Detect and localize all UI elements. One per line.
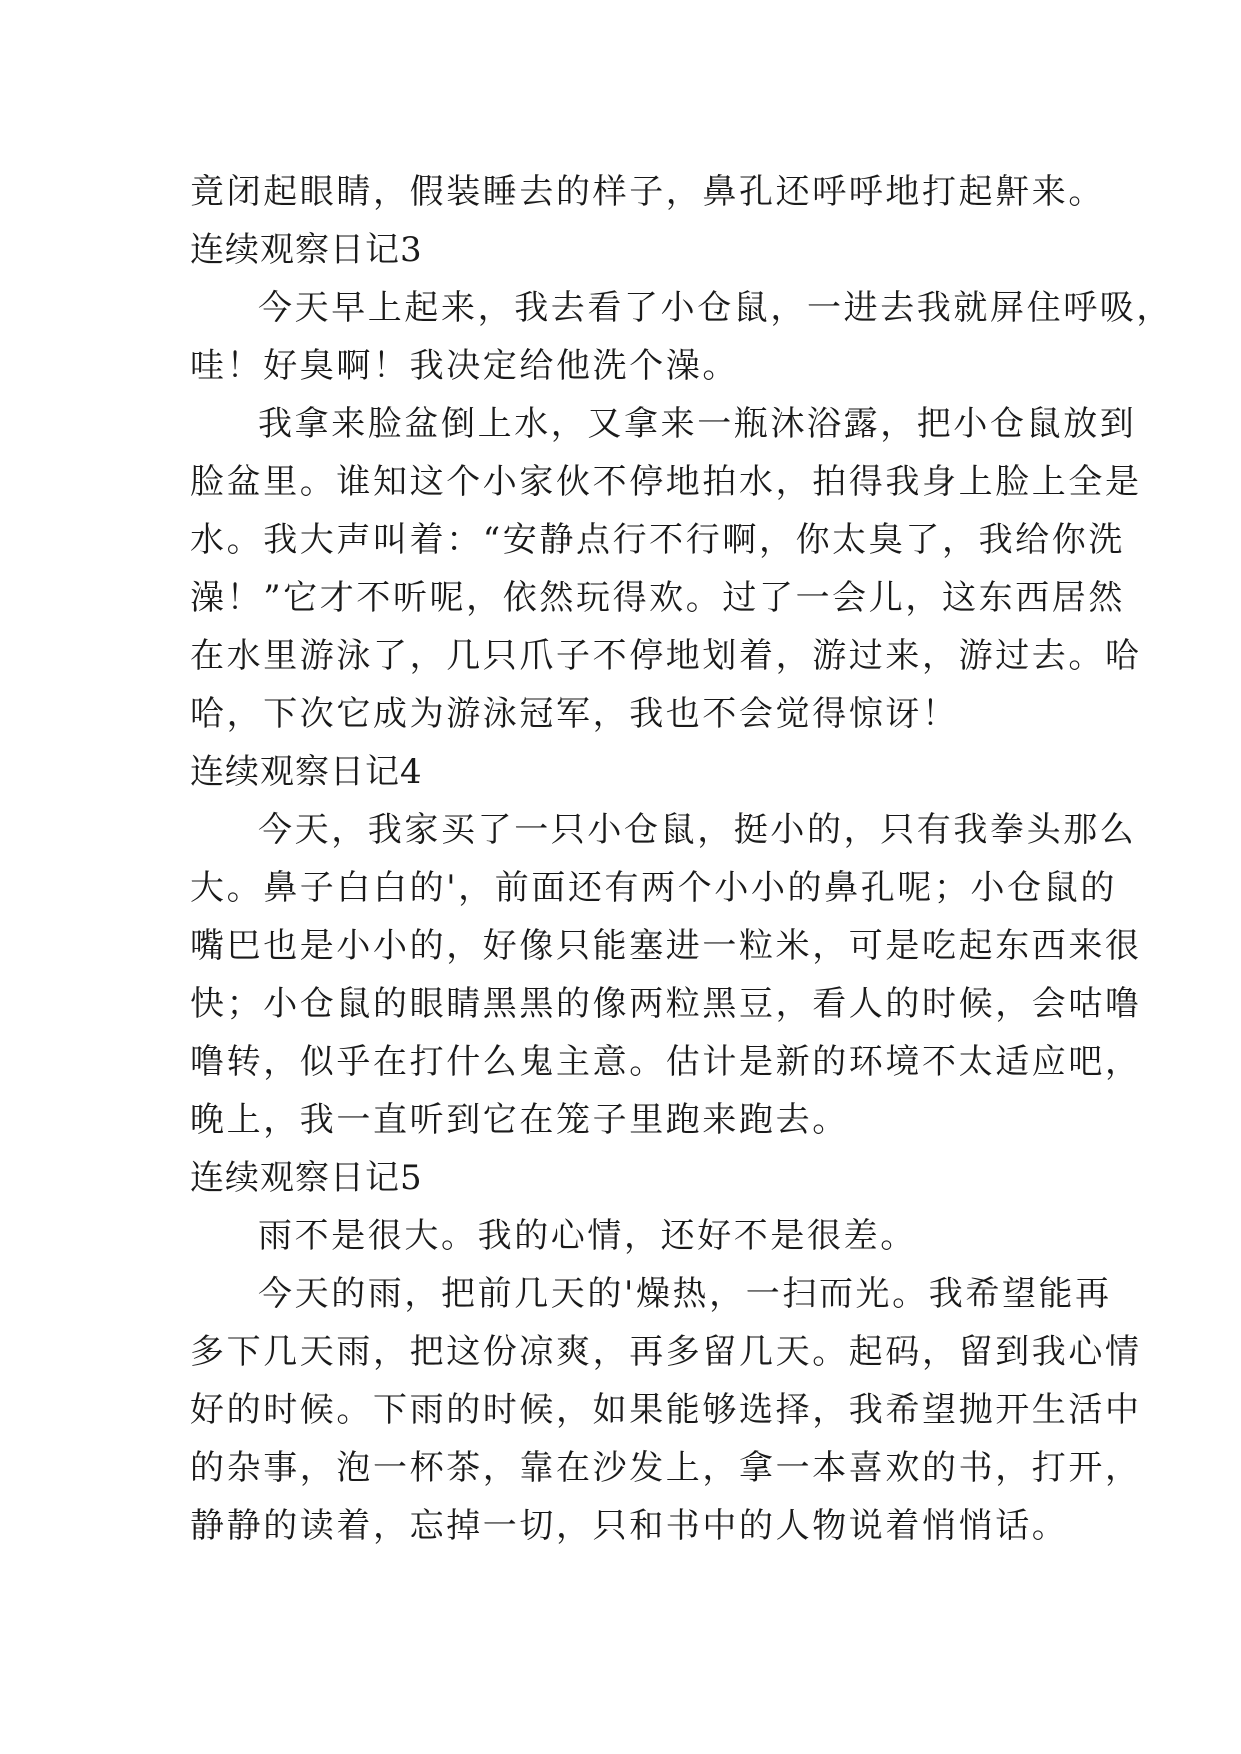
- paragraph-line: 澡！”它才不听呢，依然玩得欢。过了一会儿，这东西居然: [190, 578, 1125, 618]
- paragraph-continuation-line: 竟闭起眼睛，假装睡去的样子，鼻孔还呼呼地打起鼾来。: [190, 172, 1105, 212]
- paragraph-line: 今天早上起来，我去看了小仓鼠，一进去我就屏住呼吸，: [258, 288, 1173, 328]
- paragraph-line: 嘴巴也是小小的，好像只能塞进一粒米，可是吃起东西来很: [190, 926, 1142, 966]
- paragraph-line: 静静的读着，忘掉一切，只和书中的人物说着悄悄话。: [190, 1506, 1069, 1546]
- paragraph-line: 的杂事，泡一杯茶，靠在沙发上，拿一本喜欢的书，打开，: [190, 1448, 1142, 1488]
- paragraph-line: 雨不是很大。我的心情，还好不是很差。: [258, 1216, 917, 1256]
- paragraph-line: 大。鼻子白白的'，前面还有两个小小的鼻孔呢；小仓鼠的: [190, 868, 1117, 908]
- diary-heading-3: 连续观察日记3: [190, 230, 423, 270]
- paragraph-line: 晚上，我一直听到它在笼子里跑来跑去。: [190, 1100, 849, 1140]
- paragraph-line: 今天的雨，把前几天的'燥热，一扫而光。我希望能再: [258, 1274, 1112, 1314]
- paragraph-line: 快；小仓鼠的眼睛黑黑的像两粒黑豆，看人的时候，会咕噜: [190, 984, 1142, 1024]
- paragraph-line: 在水里游泳了，几只爪子不停地划着，游过来，游过去。哈: [190, 636, 1142, 676]
- paragraph-line: 水。我大声叫着：“安静点行不行啊，你太臭了，我给你洗: [190, 520, 1125, 560]
- paragraph-line: 今天，我家买了一只小仓鼠，挺小的，只有我拳头那么: [258, 810, 1137, 850]
- paragraph-line: 哇！好臭啊！我决定给他洗个澡。: [190, 346, 739, 386]
- paragraph-line: 多下几天雨，把这份凉爽，再多留几天。起码，留到我心情: [190, 1332, 1142, 1372]
- paragraph-line: 哈，下次它成为游泳冠军，我也不会觉得惊讶！: [190, 694, 959, 734]
- diary-heading-4: 连续观察日记4: [190, 752, 423, 792]
- diary-heading-5: 连续观察日记5: [190, 1158, 423, 1198]
- paragraph-line: 我拿来脸盆倒上水，又拿来一瓶沐浴露，把小仓鼠放到: [258, 404, 1137, 444]
- paragraph-line: 脸盆里。谁知这个小家伙不停地拍水，拍得我身上脸上全是: [190, 462, 1142, 502]
- document-body: [190, 163, 1173, 1555]
- paragraph-line: 好的时候。下雨的时候，如果能够选择，我希望抛开生活中: [190, 1390, 1142, 1430]
- paragraph-line: 噜转，似乎在打什么鬼主意。估计是新的环境不太适应吧，: [190, 1042, 1142, 1082]
